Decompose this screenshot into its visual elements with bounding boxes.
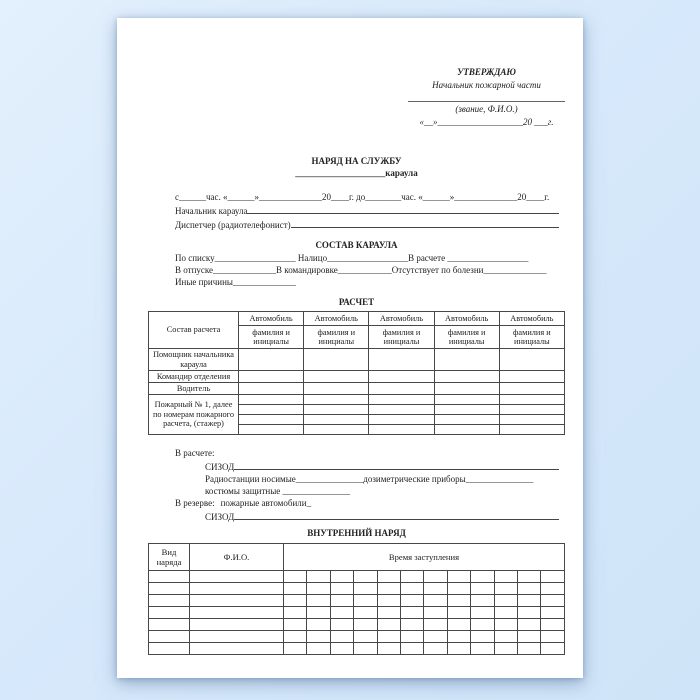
empty-cell — [541, 583, 565, 595]
empty-cell — [330, 607, 353, 619]
empty-cell — [354, 643, 377, 655]
empty-cell — [307, 619, 330, 631]
empty-cell — [447, 631, 470, 643]
empty-cell — [307, 595, 330, 607]
empty-cell — [401, 631, 424, 643]
internal-row — [149, 607, 565, 619]
internal-duty-heading: ВНУТРЕННИЙ НАРЯД — [307, 528, 406, 538]
empty-cell — [330, 571, 353, 583]
crew-counts-line3: Иные причины______________ — [175, 277, 296, 287]
calc-auto-header: Автомобиль — [304, 312, 369, 326]
approve-date-line: «__»___________________20 ___г. — [419, 117, 554, 127]
empty-cell — [284, 643, 307, 655]
empty-cell — [499, 371, 564, 383]
empty-cell — [304, 415, 369, 425]
empty-cell — [447, 619, 470, 631]
empty-cell — [471, 607, 494, 619]
form-title-line1: НАРЯД НА СЛУЖБУ — [311, 156, 402, 166]
form-title — [148, 155, 565, 179]
empty-cell — [284, 631, 307, 643]
internal-row — [149, 643, 565, 655]
internal-row — [149, 595, 565, 607]
empty-cell — [434, 349, 499, 371]
form-page — [117, 18, 583, 678]
empty-cell — [401, 571, 424, 583]
empty-cell — [377, 595, 400, 607]
empty-cell — [369, 425, 434, 435]
empty-cell — [499, 425, 564, 435]
empty-cell — [401, 643, 424, 655]
empty-cell — [434, 371, 499, 383]
empty-cell — [239, 395, 304, 405]
empty-cell — [354, 631, 377, 643]
empty-cell — [190, 631, 284, 643]
empty-cell — [541, 607, 565, 619]
calc-auto-subheader: фамилия и инициалы — [304, 326, 369, 349]
internal-duty-table — [148, 543, 565, 655]
calc-row-label: Пожарный № 1, далее по номерам пожарного расчета, (стажер) — [149, 395, 239, 435]
empty-cell — [434, 415, 499, 425]
empty-cell — [447, 643, 470, 655]
empty-cell — [304, 383, 369, 395]
empty-cell — [494, 571, 517, 583]
empty-cell — [424, 583, 447, 595]
calc-row-label: Водитель — [149, 383, 239, 395]
empty-cell — [541, 631, 565, 643]
internal-row — [149, 571, 565, 583]
empty-cell — [471, 643, 494, 655]
approve-signature-line — [408, 101, 565, 102]
empty-cell — [330, 643, 353, 655]
empty-cell — [424, 619, 447, 631]
empty-cell — [190, 583, 284, 595]
duty-period-line: с______час. «______»______________20____г. до________час. «______»______________20____г. — [175, 192, 550, 202]
internal-row — [149, 631, 565, 643]
empty-cell — [541, 643, 565, 655]
fire-trucks-label: пожарные автомобили_ — [220, 498, 312, 508]
empty-cell — [190, 619, 284, 631]
empty-cell — [149, 583, 190, 595]
empty-cell — [377, 583, 400, 595]
empty-cell — [518, 619, 541, 631]
empty-cell — [499, 395, 564, 405]
internal-row — [149, 583, 565, 595]
empty-cell — [239, 383, 304, 395]
empty-cell — [424, 643, 447, 655]
empty-cell — [304, 405, 369, 415]
empty-cell — [239, 415, 304, 425]
empty-cell — [304, 349, 369, 371]
empty-cell — [471, 619, 494, 631]
empty-cell — [499, 383, 564, 395]
empty-cell — [149, 631, 190, 643]
empty-cell — [354, 607, 377, 619]
calculation-heading: РАСЧЕТ — [338, 297, 375, 307]
empty-cell — [494, 583, 517, 595]
empty-cell — [471, 595, 494, 607]
approve-word: УТВЕРЖДАЮ — [457, 67, 516, 77]
empty-cell — [304, 395, 369, 405]
sizod-reserve-label: СИЗОД — [205, 512, 235, 522]
calc-auto-header: Автомобиль — [434, 312, 499, 326]
empty-cell — [424, 631, 447, 643]
empty-cell — [354, 619, 377, 631]
empty-cell — [401, 595, 424, 607]
empty-cell — [190, 595, 284, 607]
empty-cell — [499, 349, 564, 371]
empty-cell — [377, 607, 400, 619]
empty-cell — [377, 571, 400, 583]
reserve-label: В резерве: — [175, 498, 215, 508]
empty-cell — [239, 349, 304, 371]
empty-cell — [541, 571, 565, 583]
guard-chief-line — [175, 203, 559, 217]
empty-cell — [518, 643, 541, 655]
empty-cell — [494, 631, 517, 643]
guard-blank: ____________________ — [295, 168, 386, 178]
sizod-reserve-line — [205, 509, 559, 523]
empty-cell — [330, 595, 353, 607]
calc-row-commander — [149, 371, 565, 383]
empty-cell — [304, 425, 369, 435]
calc-auto-header: Автомобиль — [239, 312, 304, 326]
calc-row-label: Помощник начальника караула — [149, 349, 239, 371]
empty-cell — [401, 619, 424, 631]
approval-block — [408, 66, 565, 129]
calc-auto-subheader: фамилия и инициалы — [434, 326, 499, 349]
empty-cell — [377, 631, 400, 643]
empty-cell — [369, 371, 434, 383]
empty-cell — [149, 619, 190, 631]
empty-cell — [307, 571, 330, 583]
empty-cell — [354, 583, 377, 595]
empty-cell — [499, 405, 564, 415]
empty-cell — [284, 607, 307, 619]
sizod-reserve-blank — [234, 509, 559, 520]
empty-cell — [424, 607, 447, 619]
empty-cell — [239, 425, 304, 435]
empty-cell — [541, 595, 565, 607]
empty-cell — [190, 571, 284, 583]
internal-table-body — [149, 571, 565, 655]
empty-cell — [284, 619, 307, 631]
empty-cell — [494, 607, 517, 619]
sizod-line — [205, 459, 559, 473]
empty-cell — [330, 631, 353, 643]
empty-cell — [369, 349, 434, 371]
empty-cell — [149, 643, 190, 655]
reserve-line — [175, 497, 559, 509]
calculation-table — [148, 311, 565, 435]
empty-cell — [447, 583, 470, 595]
approve-rank-hint: (звание, Ф.И.О.) — [455, 104, 518, 114]
empty-cell — [434, 405, 499, 415]
sizod-label: СИЗОД — [205, 462, 235, 472]
empty-cell — [377, 643, 400, 655]
empty-cell — [434, 425, 499, 435]
calc-auto-subheader: фамилия и инициалы — [239, 326, 304, 349]
empty-cell — [330, 619, 353, 631]
calc-col1-header: Состав расчета — [149, 312, 239, 349]
duty-type-header: Вид наряда — [149, 544, 190, 571]
empty-cell — [499, 415, 564, 425]
empty-cell — [494, 643, 517, 655]
approve-position: Начальник пожарной части — [432, 80, 541, 90]
form-title-line2 — [148, 167, 565, 179]
empty-cell — [307, 643, 330, 655]
empty-cell — [471, 583, 494, 595]
crew-counts-line2: В отпуске______________В командировке____________Отсутствует по болезни______________ — [175, 265, 547, 275]
crew-counts-line1: По списку__________________ Налицо__________________В расчете __________________ — [175, 253, 529, 263]
crew-section-heading: СОСТАВ КАРАУЛА — [315, 240, 398, 250]
calc-row-firefighter — [149, 395, 565, 405]
empty-cell — [149, 571, 190, 583]
empty-cell — [518, 631, 541, 643]
guard-word: караула — [385, 168, 418, 178]
empty-cell — [434, 383, 499, 395]
empty-cell — [424, 571, 447, 583]
empty-cell — [307, 631, 330, 643]
internal-row — [149, 619, 565, 631]
calc-row-assistant — [149, 349, 565, 371]
empty-cell — [541, 619, 565, 631]
empty-cell — [471, 631, 494, 643]
radios-line: Радиостанции носимые_______________дозиметрические приборы_______________ — [205, 474, 534, 484]
empty-cell — [518, 571, 541, 583]
empty-cell — [447, 595, 470, 607]
empty-cell — [518, 595, 541, 607]
empty-cell — [354, 595, 377, 607]
empty-cell — [424, 595, 447, 607]
empty-cell — [190, 607, 284, 619]
empty-cell — [149, 595, 190, 607]
in-calc-label: В расчете: — [175, 448, 215, 458]
fio-header: Ф.И.О. — [190, 544, 284, 571]
empty-cell — [284, 595, 307, 607]
calc-header-row1 — [149, 312, 565, 326]
empty-cell — [471, 571, 494, 583]
calc-row-label: Командир отделения — [149, 371, 239, 383]
empty-cell — [307, 607, 330, 619]
guard-chief-label: Начальник караула — [175, 206, 248, 216]
suits-line: костюмы защитные _______________ — [205, 486, 351, 496]
empty-cell — [307, 583, 330, 595]
empty-cell — [190, 643, 284, 655]
empty-cell — [369, 383, 434, 395]
empty-cell — [304, 371, 369, 383]
internal-header-row — [149, 544, 565, 571]
dispatcher-blank — [291, 217, 559, 228]
empty-cell — [401, 607, 424, 619]
empty-cell — [377, 619, 400, 631]
sizod-blank — [234, 459, 559, 470]
empty-cell — [518, 583, 541, 595]
empty-cell — [369, 395, 434, 405]
empty-cell — [401, 583, 424, 595]
start-time-header: Время заступления — [284, 544, 565, 571]
empty-cell — [284, 571, 307, 583]
dispatcher-label: Диспетчер (радиотелефонист) — [175, 220, 291, 230]
empty-cell — [447, 571, 470, 583]
empty-cell — [149, 607, 190, 619]
empty-cell — [447, 607, 470, 619]
calc-auto-header: Автомобиль — [369, 312, 434, 326]
calc-row-driver — [149, 383, 565, 395]
empty-cell — [239, 371, 304, 383]
empty-cell — [239, 405, 304, 415]
empty-cell — [434, 395, 499, 405]
empty-cell — [518, 607, 541, 619]
empty-cell — [354, 571, 377, 583]
empty-cell — [494, 595, 517, 607]
calc-auto-subheader: фамилия и инициалы — [369, 326, 434, 349]
calc-auto-subheader: фамилия и инициалы — [499, 326, 564, 349]
dispatcher-line — [175, 217, 559, 231]
empty-cell — [369, 415, 434, 425]
guard-chief-blank — [247, 203, 559, 214]
empty-cell — [369, 405, 434, 415]
empty-cell — [494, 619, 517, 631]
calc-auto-header: Автомобиль — [499, 312, 564, 326]
empty-cell — [284, 583, 307, 595]
empty-cell — [330, 583, 353, 595]
